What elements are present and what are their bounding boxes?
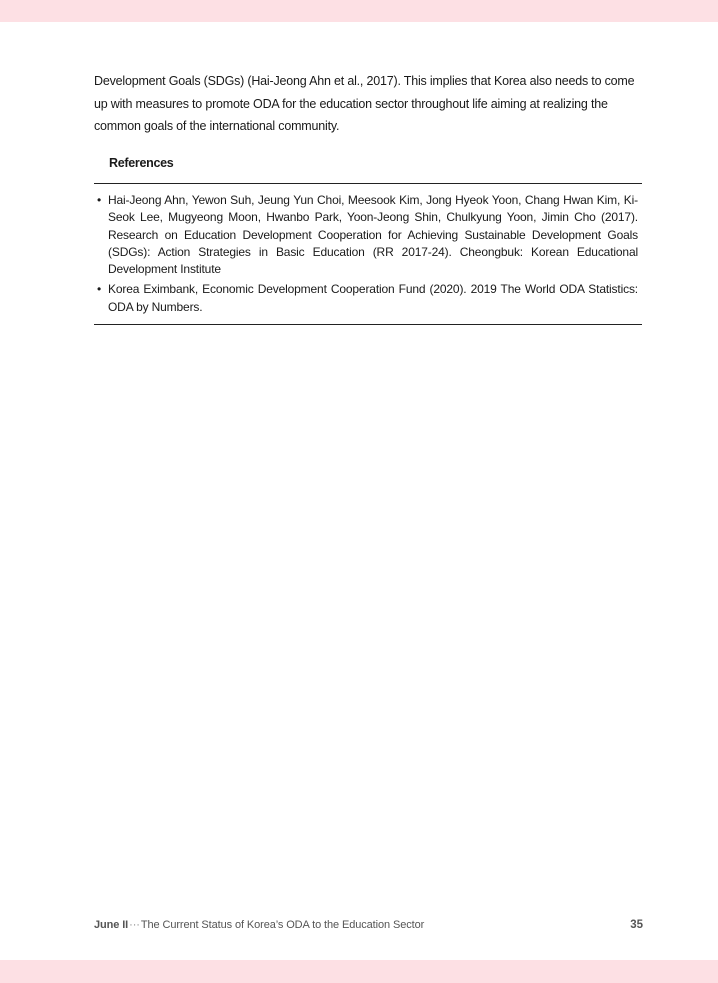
reference-text-2: Korea Eximbank, Economic Development Cooperation Fund (2020). 2019 The World ODA Statistics: ODA by Numbers. [108,282,638,314]
reference-item-1 [97,192,638,278]
references-box [94,183,642,325]
bullet-icon: • [97,282,102,297]
footer-title: The Current Status of Korea’s ODA to the Education Sector [140,919,425,931]
reference-item-2 [97,281,638,316]
top-band [0,0,718,22]
running-footer [94,919,424,931]
footer-issue: June II [94,919,129,931]
references-list [94,184,642,316]
bottom-band [0,960,718,983]
body-paragraph: Development Goals (SDGs) (Hai-Jeong Ahn et al., 2017). This implies that Korea also needs to come up with measures to promote ODA for the education sector throughout life aiming at realizing the common goals of the international community. [94,74,635,133]
references-heading: References [109,156,174,170]
bullet-icon: • [97,193,102,207]
page-number: 35 [630,919,643,931]
footer-separator: ··· [129,919,140,931]
reference-text-1: Hai-Jeong Ahn, Yewon Suh, Jeung Yun Choi, Meesook Kim, Jong Hyeok Yoon, Chang Hwan Kim, Ki-Seok Lee, Mugyeong Moon, Hwanbo Park, Yoon-Jeong Shin, Chulkyung Yoon, Jimin Cho (2017). Research on Education Development Cooperation for Achieving Sustainable Development Goals (SDGs): Action Strategies in Basic Education (RR 2017-24). Cheongbuk: Korean Educational Development Institute [108,193,638,277]
